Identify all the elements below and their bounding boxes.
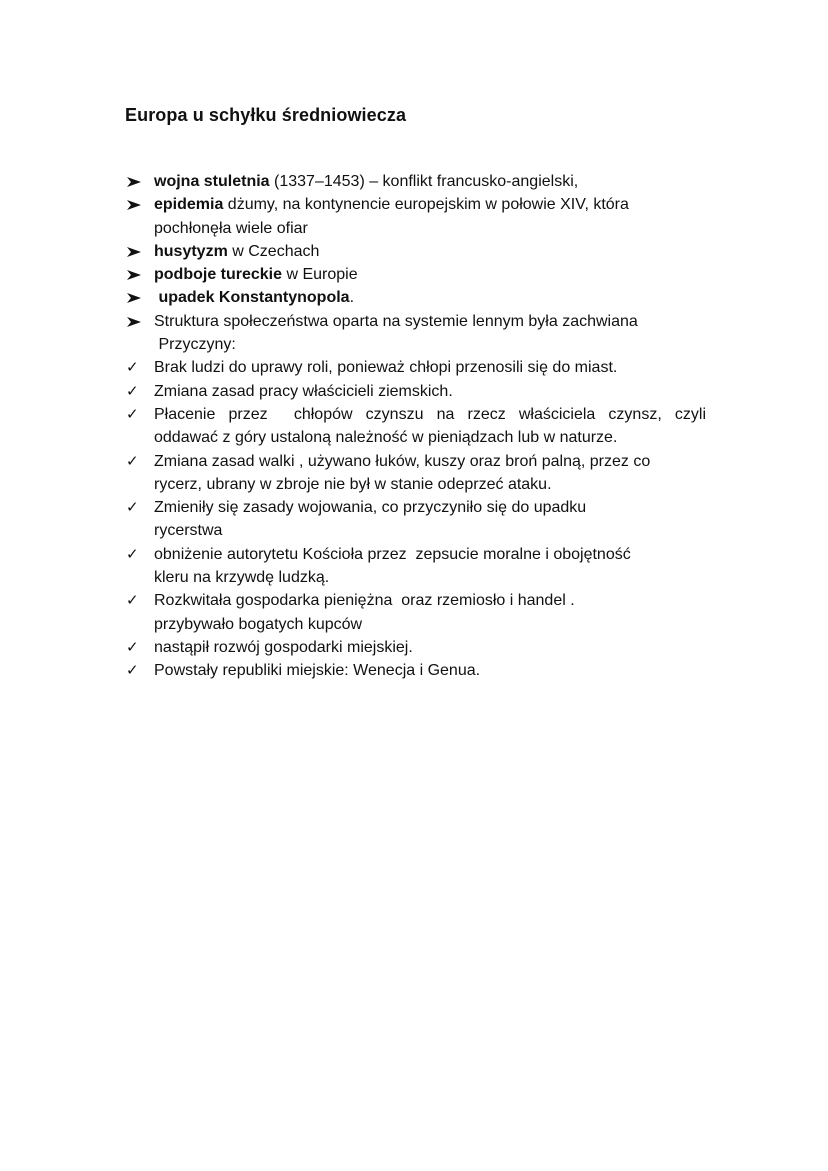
item-text: w Czechach	[227, 242, 320, 260]
checkmark-bullet-icon: ✓	[126, 637, 139, 656]
list-item	[126, 450, 706, 497]
checkmark-bullet-icon: ✓	[126, 358, 139, 377]
arrowhead-bullet-icon	[126, 240, 148, 263]
item-text: Struktura społeczeństwa oparta na systemie lennym była zachwiana	[154, 312, 638, 330]
list-item	[126, 170, 706, 193]
list-item	[126, 286, 706, 309]
checkmark-bullet-icon: ✓	[126, 591, 139, 610]
list-item	[126, 263, 706, 286]
list-item	[126, 380, 706, 403]
list-item	[126, 589, 706, 636]
item-bold-text: upadek Konstantynopola	[154, 289, 350, 307]
item-bold-text: epidemia	[154, 196, 224, 214]
item-text: Zmiana zasad pracy właścicieli ziemskich.	[154, 382, 453, 400]
list-item	[126, 496, 706, 543]
list-item	[126, 356, 706, 379]
item-text: nastąpił rozwój gospodarki miejskiej.	[154, 638, 413, 656]
list-item	[126, 636, 706, 659]
item-text: Powstały republiki miejskie: Wenecja i Genua.	[154, 662, 481, 680]
list-item	[126, 659, 706, 682]
checkmark-bullet-icon: ✓	[126, 498, 139, 517]
item-text: dżumy, na kontynencie europejskim w połowie XIV, która	[223, 196, 629, 214]
checkmark-bullet-icon: ✓	[126, 544, 139, 563]
item-text-continued: oddawać z góry ustaloną należność w pieniądzach lub w naturze.	[154, 429, 618, 447]
item-text-continued: kleru na krzywdę ludzką.	[154, 569, 330, 587]
item-text-continued: rycerz, ubrany w zbroje nie był w stanie odeprzeć ataku.	[154, 475, 552, 493]
list-item	[126, 310, 706, 357]
item-text: Zmiana zasad walki , używano łuków, kuszy oraz broń palną, przez co	[154, 452, 651, 470]
item-text: obniżenie autorytetu Kościoła przez zepsucie moralne i obojętność	[154, 545, 631, 563]
arrowhead-bullet-icon	[126, 286, 148, 309]
arrowhead-bullet-icon	[126, 193, 148, 216]
item-bold-text: wojna stuletnia	[154, 173, 270, 190]
item-text-continued: pochłonęła wiele ofiar	[154, 219, 308, 237]
item-bold-text: husytyzm	[154, 242, 228, 260]
item-text: (1337–1453) – konflikt francusko-angielski,	[269, 173, 579, 190]
item-text-continued: przybywało bogatych kupców	[154, 615, 363, 633]
list-item	[126, 240, 706, 263]
item-text-continued: Przyczyny:	[154, 336, 236, 354]
checkmark-bullet-icon: ✓	[126, 404, 139, 423]
item-bold-text: podboje tureckie	[154, 266, 283, 284]
item-text: .	[349, 289, 355, 307]
bullet-list	[126, 170, 706, 683]
list-item	[126, 543, 706, 590]
arrowhead-bullet-icon	[126, 170, 148, 193]
list-item	[126, 403, 706, 450]
item-text: w Europie	[282, 266, 358, 284]
item-text: Zmieniły się zasady wojowania, co przyczyniło się do upadku	[154, 499, 587, 517]
list-item	[126, 193, 706, 240]
arrowhead-bullet-icon	[126, 310, 148, 333]
item-text-continued: rycerstwa	[154, 522, 223, 540]
checkmark-bullet-icon: ✓	[126, 661, 139, 680]
checkmark-bullet-icon: ✓	[126, 381, 139, 400]
checkmark-bullet-icon: ✓	[126, 451, 139, 470]
page-title: Europa u schyłku średniowiecza	[125, 105, 407, 125]
item-text: Płacenie przez chłopów czynszu na rzecz właściciela czynsz, czyli	[154, 405, 706, 423]
item-text: Brak ludzi do uprawy roli, ponieważ chłopi przenosili się do miast.	[154, 359, 618, 377]
arrowhead-bullet-icon	[126, 263, 148, 286]
item-text: Rozkwitała gospodarka pieniężna oraz rzemiosło i handel .	[154, 592, 575, 610]
